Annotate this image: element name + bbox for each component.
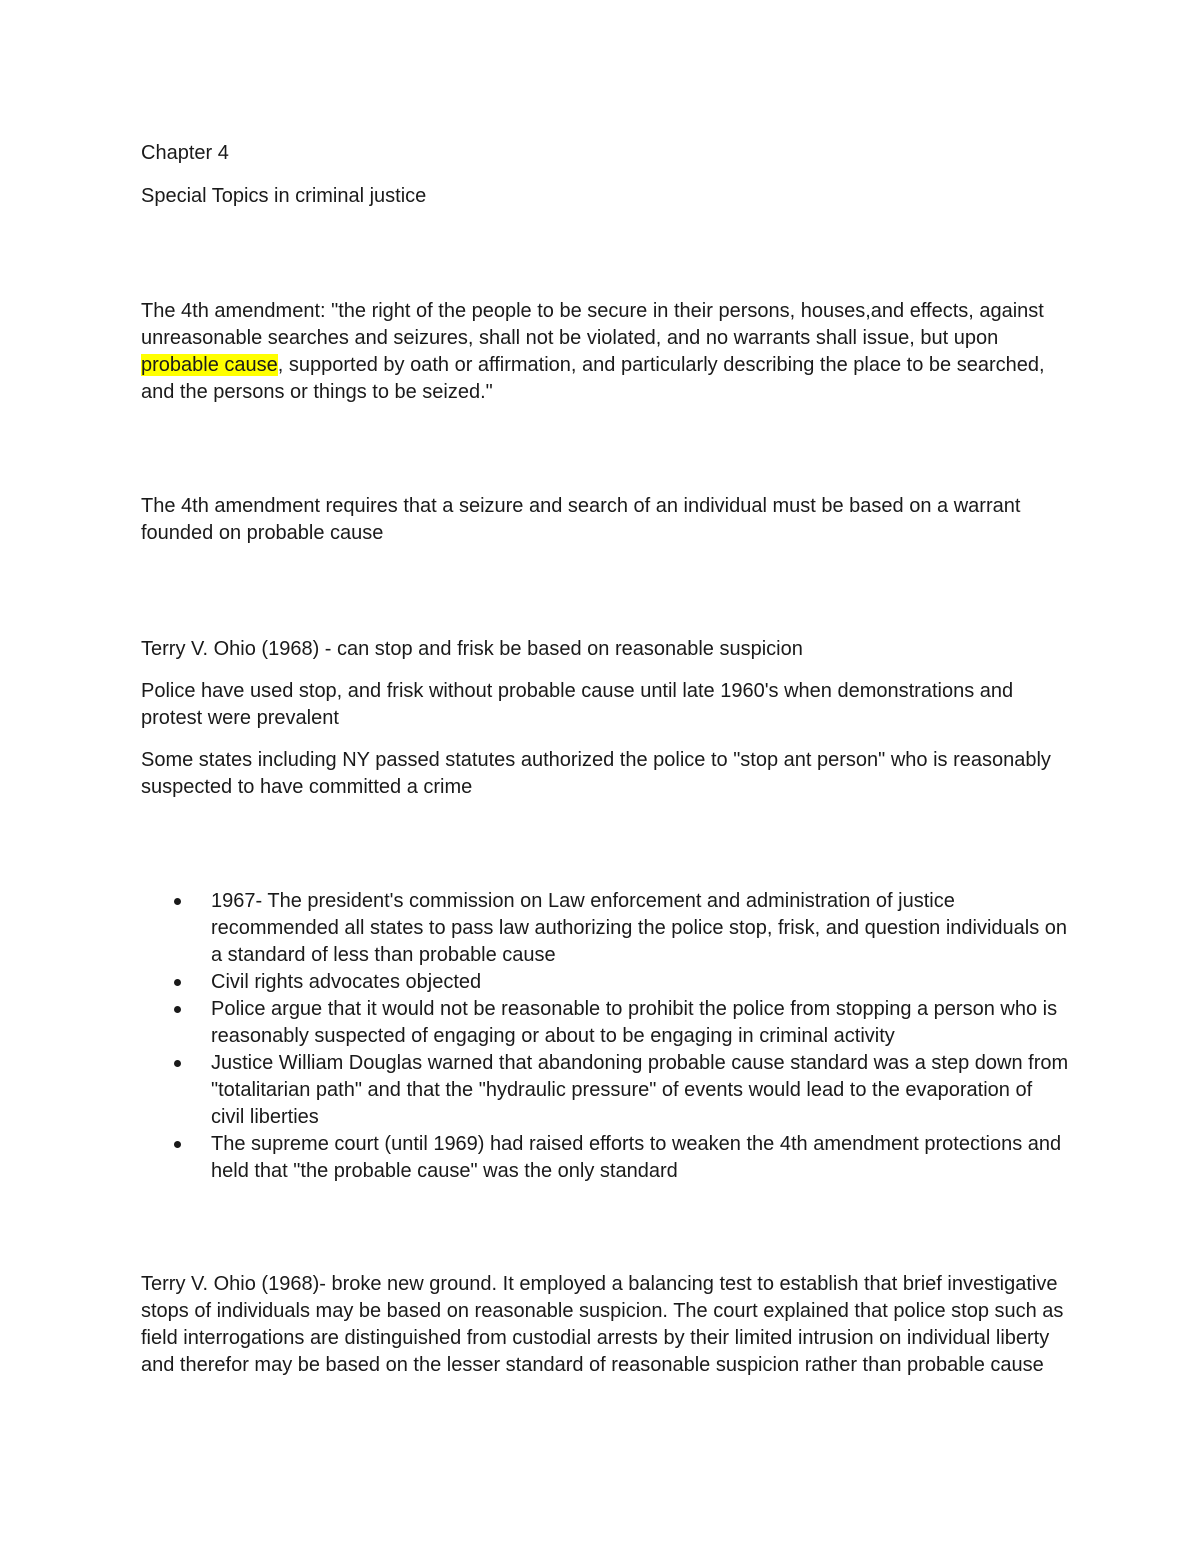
list-item bbox=[141, 1131, 1071, 1185]
chapter-heading: Chapter 4 bbox=[141, 142, 229, 164]
bullet-list bbox=[141, 888, 1071, 1185]
bullet-icon bbox=[174, 898, 181, 905]
bullet-icon bbox=[174, 1006, 181, 1013]
highlighted-phrase: probable cause bbox=[141, 354, 278, 376]
list-item-text: The supreme court (until 1969) had raised efforts to weaken the 4th amendment protections and held that "the probable cause" was the only standard bbox=[211, 1133, 1062, 1182]
amendment-requirement-paragraph: The 4th amendment requires that a seizure and search of an individual must be based on a warrant founded on probable cause bbox=[141, 495, 1021, 544]
list-item-text: Police argue that it would not be reasonable to prohibit the police from stopping a person who is reasonably suspected of engaging or about to be engaging in criminal activity bbox=[211, 998, 1058, 1047]
list-item bbox=[141, 969, 1071, 996]
amendment-quote-text-end: , supported by oath or affirmation, and particularly describing the place to be searched, and the persons or things to be seized." bbox=[141, 354, 1045, 403]
bullet-icon bbox=[174, 1060, 181, 1067]
list-item-text: 1967- The president's commission on Law enforcement and administration of justice recommended all states to pass law authorizing the police stop, frisk, and question individuals on a standard of less than probable cause bbox=[211, 890, 1068, 966]
amendment-quote-paragraph bbox=[141, 298, 1071, 406]
terry-ruling-paragraph: Terry V. Ohio (1968)- broke new ground. It employed a balancing test to establish that brief investigative stops of individuals may be based on reasonable suspicion. The court explained that police stop such as field interrogations are distinguished from custodial arrests by their limited intrusion on individual liberty and therefor may be based on the lesser standard of reasonable suspicion rather than probable cause bbox=[141, 1273, 1064, 1376]
police-history-paragraph: Police have used stop, and frisk without probable cause until late 1960's when demonstrations and protest were prevalent bbox=[141, 680, 1014, 729]
bullet-icon bbox=[174, 979, 181, 986]
bullet-icon bbox=[174, 1141, 181, 1148]
list-item bbox=[141, 888, 1071, 969]
state-statutes-paragraph: Some states including NY passed statutes authorized the police to "stop ant person" who is reasonably suspected to have committed a crime bbox=[141, 749, 1051, 798]
list-item-text: Justice William Douglas warned that abandoning probable cause standard was a step down from "totalitarian path" and that the "hydraulic pressure" of events would lead to the evaporation of civil liberties bbox=[211, 1052, 1069, 1128]
list-item bbox=[141, 996, 1071, 1050]
terry-question-paragraph: Terry V. Ohio (1968) - can stop and frisk be based on reasonable suspicion bbox=[141, 638, 803, 660]
list-item bbox=[141, 1050, 1071, 1131]
chapter-subtitle: Special Topics in criminal justice bbox=[141, 185, 427, 207]
amendment-quote-text-start: The 4th amendment: "the right of the people to be secure in their persons, houses,and effects, against unreasonable searches and seizures, shall not be violated, and no warrants shall issue, but upon bbox=[141, 300, 1044, 349]
list-item-text: Civil rights advocates objected bbox=[211, 971, 482, 993]
